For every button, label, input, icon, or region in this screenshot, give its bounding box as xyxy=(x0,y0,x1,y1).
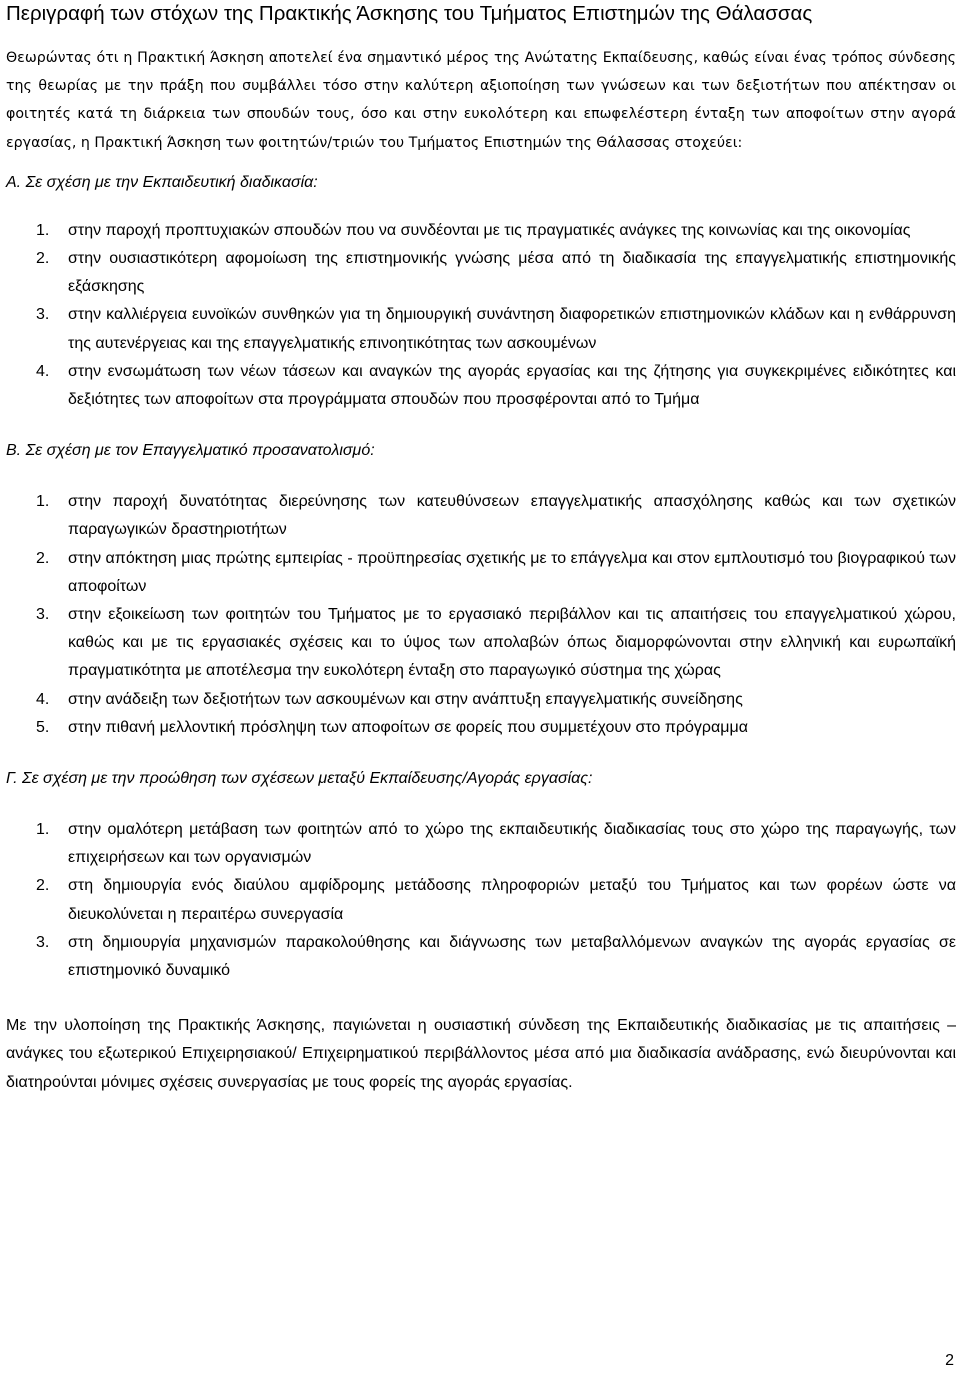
document-page xyxy=(6,0,956,1097)
list-item xyxy=(6,872,956,928)
section-c-heading: Γ. Σε σχέση με την προώθηση των σχέσεων μεταξύ Εκπαίδευσης/Αγοράς εργασίας: xyxy=(6,770,593,788)
list-text: στην παροχή δυνατότητας διερεύνησης των κατευθύνσεων επαγγελματικής απασχόλησης καθώς και των σχετικών παραγωγικών δραστηριοτήτων xyxy=(68,493,956,539)
list-item xyxy=(6,301,956,357)
list-item xyxy=(6,714,956,742)
list-text: στη δημιουργία μηχανισμών παρακολούθησης και διάγνωσης των μεταβαλλόμενων αναγκών της αγοράς εργασίας σε επιστημονικό δυναμικό xyxy=(68,933,956,980)
list-text: στην καλλιέργεια ευνοϊκών συνθηκών για τη δημιουργική συνάντηση διαφορετικών επιστημονικών κλάδων και η ενθάρρυνση της αυτενέργειας και της επαγγελματικής επινοητικότητας των ασκουμένων xyxy=(68,306,956,352)
list-number: 4. xyxy=(36,362,50,380)
list-text: στην πιθανή μελλοντική πρόσληψη των αποφοίτων σε φορείς που συμμετέχουν στο πρόγραμμα xyxy=(68,718,748,736)
list-number: 2. xyxy=(36,549,50,567)
list-item xyxy=(6,217,956,245)
list-item xyxy=(6,358,956,414)
list-number: 5. xyxy=(36,718,50,736)
page-title: Περιγραφή των στόχων της Πρακτικής Άσκησης του Τμήματος Επιστημών της Θάλασσας xyxy=(6,2,813,25)
list-text: στην ανάδειξη των δεξιοτήτων των ασκουμένων και στην ανάπτυξη επαγγελματικής συνείδησης xyxy=(68,690,743,708)
list-number: 2. xyxy=(36,250,50,268)
list-text: στη δημιουργία ενός διαύλου αμφίδρομης μετάδοσης πληροφοριών μεταξύ του Τμήματος και των φορέων ώστε να διευκολύνεται η περαιτέρω συνεργασία xyxy=(68,877,956,923)
section-c-list xyxy=(6,816,956,985)
list-text: στην εξοικείωση των φοιτητών του Τμήματος με το εργασιακό περιβάλλον και τις απαιτήσεις του επαγγελματικού χώρου, καθώς και με τις εργασιακές σχέσεις και το ύψος των απολαβών όπως διαμορφώνονται στην ελληνική και ευρωπαϊκή πραγματικότητα με αποτέλεσμα την ευκολότερη ένταξη στο παραγωγικό σύστημα της χώρας xyxy=(68,606,956,680)
list-number: 2. xyxy=(36,877,50,895)
list-item xyxy=(6,929,956,985)
list-number: 1. xyxy=(36,221,50,239)
list-text: στην απόκτηση μιας πρώτης εμπειρίας - προϋπηρεσίας σχετικής με το επάγγελμα και στον εμπλουτισμό του βιογραφικού των αποφοίτων xyxy=(68,549,956,595)
page-number: 2 xyxy=(945,1352,954,1369)
list-item xyxy=(6,545,956,601)
intro-paragraph: Θεωρώντας ότι η Πρακτική Άσκηση αποτελεί ένα σημαντικό μέρος της Ανώτατης Εκπαίδευσης, καθώς είναι ένας τρόπος σύνδεσης της θεωρίας με την πράξη που συμβάλλει τόσο στην καλύτερη αξιοποίηση των γνώσεων και των δεξιοτήτων που απέκτησαν οι φοιτητές κατά τη διάρκεια των σπουδών τους, όσο και στην ευκολότερη και επωφελέστερη ένταξη των αποφοίτων στην αγορά εργασίας, η Πρακτική Άσκηση των φοιτητών/τριών του Τμήματος Επιστημών της Θάλασσας στοχεύει: xyxy=(6,50,956,151)
list-number: 3. xyxy=(36,306,50,324)
list-number: 3. xyxy=(36,606,50,624)
list-item xyxy=(6,686,956,714)
section-a-heading: Α. Σε σχέση με την Εκπαιδευτική διαδικασία: xyxy=(6,173,318,191)
list-item xyxy=(6,488,956,544)
list-number: 4. xyxy=(36,690,50,708)
list-item xyxy=(6,816,956,872)
list-text: στην ουσιαστικότερη αφομοίωση της επιστημονικής γνώσης μέσα από τη διαδικασία της επαγγελματικής επιστημονικής εξάσκησης xyxy=(68,250,956,296)
section-b-list xyxy=(6,488,956,742)
section-b-heading: Β. Σε σχέση με τον Επαγγελματικό προσανατολισμό: xyxy=(6,442,375,460)
list-number: 1. xyxy=(36,821,50,839)
list-item xyxy=(6,601,956,686)
list-number: 3. xyxy=(36,933,50,951)
list-item xyxy=(6,245,956,301)
section-a-list xyxy=(6,217,956,414)
list-text: στην ομαλότερη μετάβαση των φοιτητών από το χώρο της εκπαιδευτικής διαδικασίας τους στο χώρο της παραγωγής, των επιχειρήσεων και των οργανισμών xyxy=(68,821,956,867)
list-text: στην παροχή προπτυχιακών σπουδών που να συνδέονται με τις πραγματικές ανάγκες της κοινωνίας και της οικονομίας xyxy=(68,221,911,239)
closing-paragraph: Με την υλοποίηση της Πρακτικής Άσκησης, παγιώνεται η ουσιαστική σύνδεση της Εκπαιδευτικής διαδικασίας με τις απαιτήσεις – ανάγκες του εξωτερικού Επιχειρησιακού/ Επιχειρηματικού περιβάλλοντος μέσα από μια διαδικασία ανάδρασης, ενώ διευρύνονται και διατηρούνται μόνιμες σχέσεις συνεργασίας με τους φορείς της αγοράς εργασίας. xyxy=(6,1017,956,1091)
list-text: στην ενσωμάτωση των νέων τάσεων και αναγκών της αγοράς εργασίας και της ζήτησης για συγκεκριμένες ειδικότητες και δεξιότητες των αποφοίτων στα προγράμματα σπουδών που προσφέρονται από το Τμήμα xyxy=(68,362,956,409)
list-number: 1. xyxy=(36,493,50,511)
